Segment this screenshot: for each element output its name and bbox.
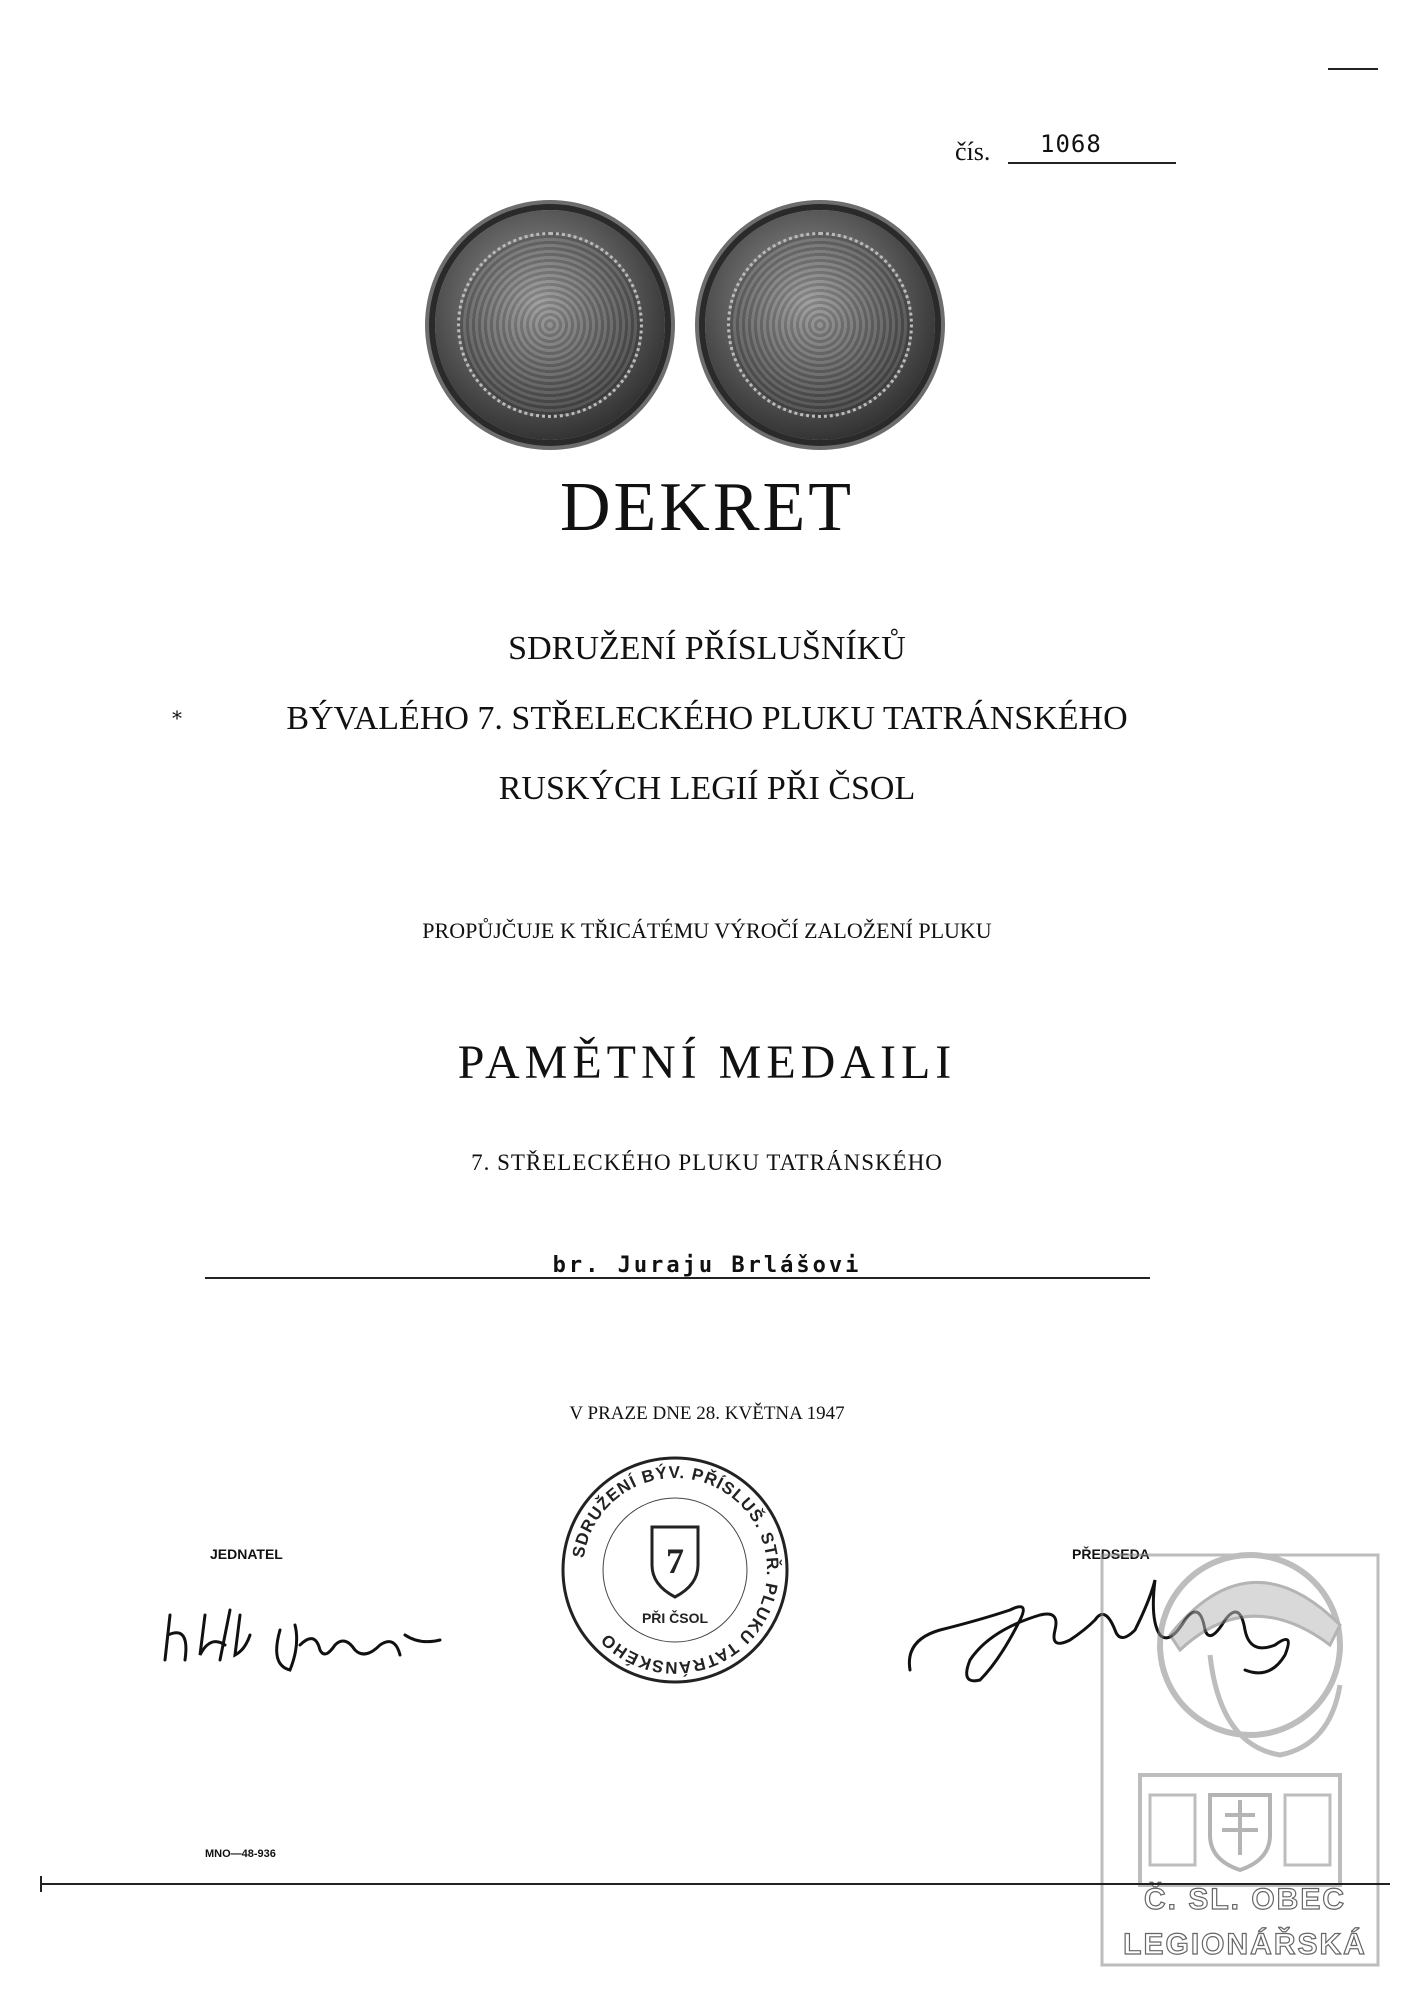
seal-number: 7 xyxy=(666,1541,684,1581)
number-label: čís. xyxy=(955,137,991,166)
signature-left xyxy=(150,1575,450,1685)
award-name: PAMĚTNÍ MEDAILI xyxy=(457,1036,957,1089)
stamp-seal xyxy=(560,1455,790,1685)
recipient-name: br. Juraju Brlášovi xyxy=(552,1253,862,1278)
seal-inner-text: PŘI ČSOL xyxy=(641,1610,709,1626)
issuer-line-2: BÝVALÉHO 7. STŘELECKÉHO PLUKU TATRÁNSKÉHO xyxy=(286,700,1128,737)
medal-obverse-image xyxy=(435,210,665,440)
issuer-line-1: SDRUŽENÍ PŘÍSLUŠNÍKŮ xyxy=(508,630,906,667)
place-date: V PRAZE DNE 28. KVĚTNA 1947 xyxy=(569,1403,845,1424)
signatory-left-title: JEDNATEL xyxy=(210,1546,283,1562)
seal-outer-text: SDRUŽENÍ BÝV. PŘÍSLUŠ. STŘ. PLUKU TATRÁNSKÉHO xyxy=(568,1462,783,1678)
asterisk-mark: * xyxy=(172,706,182,730)
bottom-rule xyxy=(40,1883,1390,1885)
signatory-right-title: PŘEDSEDA xyxy=(1072,1546,1150,1562)
lends-text: PROPŮJČUJE K TŘICÁTÉMU VÝROČÍ ZALOŽENÍ PLUKU xyxy=(422,918,992,943)
issuer-line-3: RUSKÝCH LEGIÍ PŘI ČSOL xyxy=(498,770,916,807)
watermark-text-line2: LEGIONÁŘSKÁ xyxy=(1123,1928,1367,1961)
number-underline xyxy=(1008,162,1176,164)
medal-reverse-image xyxy=(705,210,935,440)
recipient-underline xyxy=(205,1277,1150,1279)
document-title: DEKRET xyxy=(559,469,855,546)
form-code: MNO—48-936 xyxy=(205,1848,276,1860)
corner-mark xyxy=(1328,68,1378,70)
watermark-text-line1: Č. SL. OBEC xyxy=(1143,1883,1346,1916)
award-regiment: 7. STŘELECKÉHO PLUKU TATRÁNSKÉHO xyxy=(471,1150,943,1175)
number-value: 1068 xyxy=(1040,130,1102,158)
